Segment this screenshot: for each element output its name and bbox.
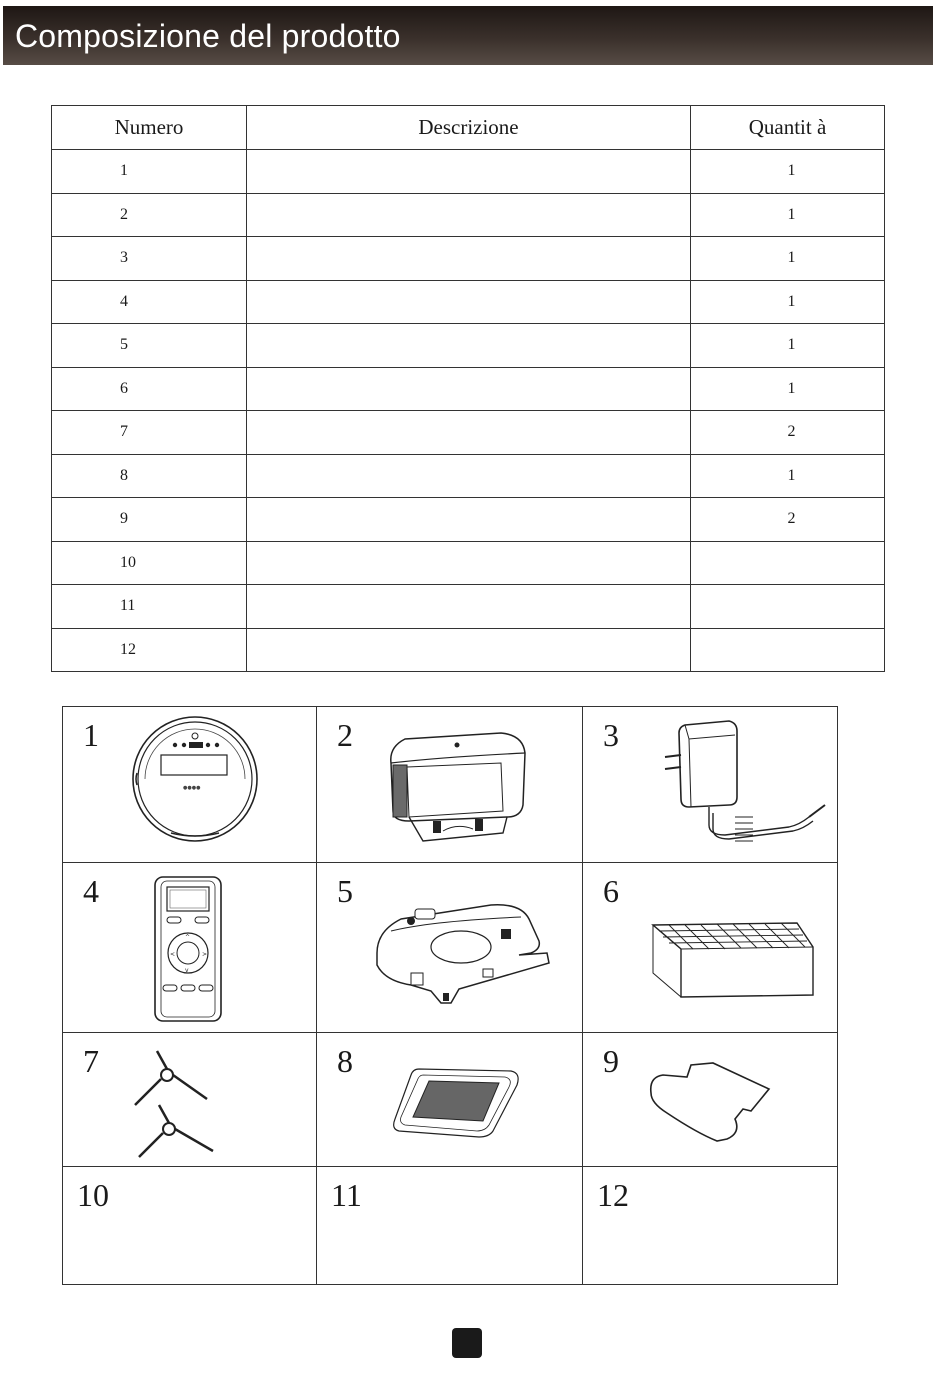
- row-description: [247, 541, 691, 585]
- illustration-cell-4: [63, 863, 317, 1033]
- row-number: 2: [52, 193, 247, 237]
- row-quantity: [691, 628, 885, 672]
- illustration-number: 12: [597, 1177, 629, 1213]
- row-number: 6: [52, 367, 247, 411]
- illustration-cell-5: [317, 863, 583, 1033]
- column-header-number: Numero: [52, 106, 247, 150]
- illustration-number: 3: [603, 717, 619, 753]
- illustration-cell-11: [317, 1167, 583, 1285]
- row-quantity: 1: [691, 324, 885, 368]
- row-number: 9: [52, 498, 247, 542]
- page-header: [3, 6, 933, 65]
- page-title: Composizione del prodotto: [15, 18, 401, 54]
- page-number-box: [452, 1328, 482, 1358]
- table-row: [52, 585, 885, 629]
- table-row: [52, 193, 885, 237]
- parts-table: [51, 105, 885, 672]
- table-row: [52, 498, 885, 542]
- illustration-cell-9: [583, 1033, 838, 1167]
- row-number: 3: [52, 237, 247, 281]
- charging-dock-icon: [383, 727, 533, 847]
- row-quantity: 1: [691, 237, 885, 281]
- row-quantity: 1: [691, 280, 885, 324]
- row-description: [247, 193, 691, 237]
- illustration-number: 11: [331, 1177, 362, 1213]
- row-description: [247, 150, 691, 194]
- row-number: 11: [52, 585, 247, 629]
- mop-bracket-icon: [371, 901, 553, 1007]
- row-number: 1: [52, 150, 247, 194]
- table-row: [52, 411, 885, 455]
- row-description: [247, 498, 691, 542]
- illustration-number: 7: [83, 1043, 99, 1079]
- illustration-number: 2: [337, 717, 353, 753]
- row-quantity: 1: [691, 150, 885, 194]
- row-description: [247, 280, 691, 324]
- illustration-number: 4: [83, 873, 99, 909]
- table-row: [52, 150, 885, 194]
- illustration-cell-10: [63, 1167, 317, 1285]
- table-row: [52, 280, 885, 324]
- illustration-cell-6: [583, 863, 838, 1033]
- illustration-cell-2: [317, 707, 583, 863]
- power-adapter-icon: [649, 717, 829, 857]
- table-row: [52, 367, 885, 411]
- table-row: [52, 628, 885, 672]
- row-description: [247, 411, 691, 455]
- hepa-filter-icon: [651, 917, 815, 999]
- row-number: 8: [52, 454, 247, 498]
- table-row: [52, 454, 885, 498]
- illustration-cell-8: [317, 1033, 583, 1167]
- illustration-cell-12: [583, 1167, 838, 1285]
- row-quantity: [691, 541, 885, 585]
- row-description: [247, 628, 691, 672]
- illustration-grid: [62, 706, 838, 1285]
- row-quantity: 1: [691, 193, 885, 237]
- row-number: 5: [52, 324, 247, 368]
- illustration-cell-7: [63, 1033, 317, 1167]
- table-row: [52, 237, 885, 281]
- row-description: [247, 237, 691, 281]
- robot-vacuum-icon: [131, 715, 261, 847]
- illustration-cell-3: [583, 707, 838, 863]
- illustration-number: 5: [337, 873, 353, 909]
- mop-pad-icon: [647, 1061, 773, 1143]
- side-brush-icon: [129, 1047, 225, 1159]
- svg-text:<: <: [170, 951, 176, 958]
- row-quantity: 2: [691, 411, 885, 455]
- row-description: [247, 585, 691, 629]
- column-header-description: Descrizione: [247, 106, 691, 150]
- row-number: 7: [52, 411, 247, 455]
- row-number: 12: [52, 628, 247, 672]
- column-header-quantity: Quantit à: [691, 106, 885, 150]
- row-description: [247, 454, 691, 498]
- svg-text:^: ^: [185, 934, 191, 941]
- row-number: 4: [52, 280, 247, 324]
- table-row: [52, 541, 885, 585]
- table-header-row: [52, 106, 885, 150]
- illustration-number: 1: [83, 717, 99, 753]
- mop-cloth-icon: [389, 1065, 523, 1139]
- illustration-number: 9: [603, 1043, 619, 1079]
- illustration-number: 10: [77, 1177, 109, 1213]
- svg-text:v: v: [185, 967, 189, 974]
- row-quantity: 1: [691, 367, 885, 411]
- illustration-number: 8: [337, 1043, 353, 1079]
- row-quantity: 1: [691, 454, 885, 498]
- row-quantity: 2: [691, 498, 885, 542]
- row-description: [247, 324, 691, 368]
- remote-control-icon: [153, 875, 225, 1023]
- row-number: 10: [52, 541, 247, 585]
- row-quantity: [691, 585, 885, 629]
- svg-text:>: >: [202, 951, 208, 958]
- illustration-number: 6: [603, 873, 619, 909]
- illustration-cell-1: [63, 707, 317, 863]
- row-description: [247, 367, 691, 411]
- svg-text:●●●●: ●●●●: [183, 785, 201, 791]
- table-row: [52, 324, 885, 368]
